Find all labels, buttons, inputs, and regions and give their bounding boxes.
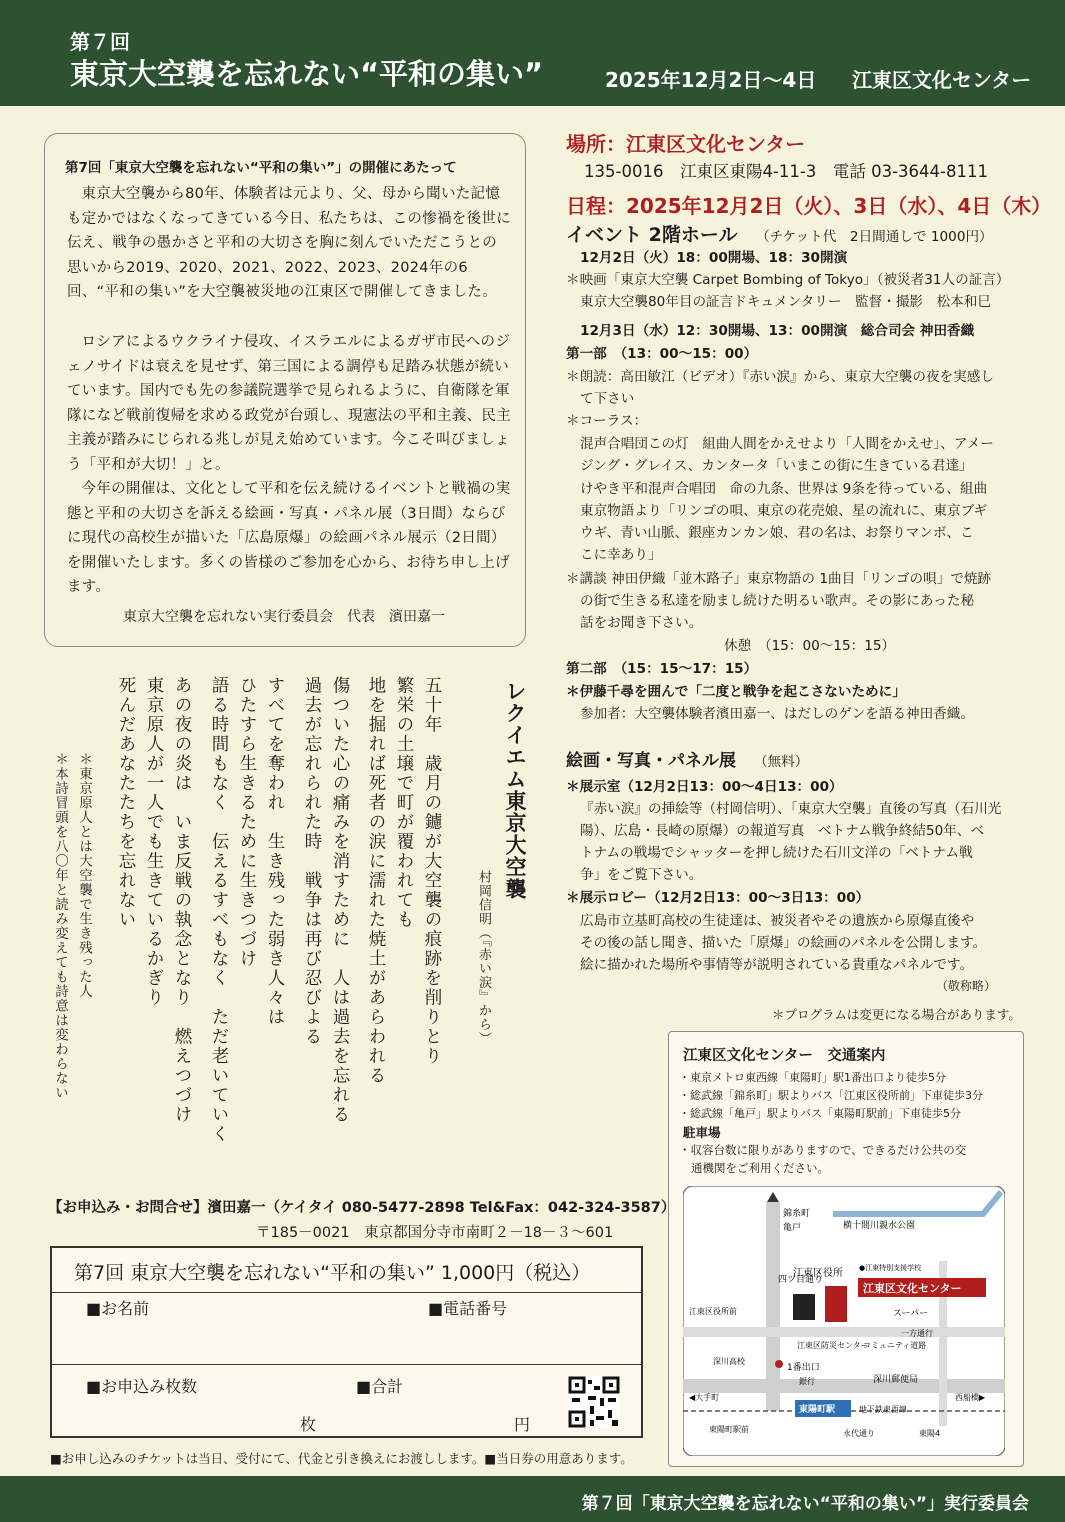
part2-line: ＊伊藤千尋を囲んで「二度と戦争を起こさないために」	[566, 684, 906, 700]
ticket-price: （チケット代 2日間通しで 1000円）	[756, 229, 993, 245]
application-form	[50, 1246, 643, 1438]
header-banner	[0, 0, 1065, 106]
map-label-kinshicho: 錦糸町	[783, 1209, 811, 1219]
chorus-line: 東京物語より「リンゴの唄、東京の花売娘、星の流れに、東京ブギ	[580, 503, 988, 519]
contact-info	[48, 1196, 675, 1242]
event-title: 東京大空襲を忘れない“平和の集い”	[70, 57, 544, 91]
map-label-post: 深川郵便局	[873, 1375, 919, 1385]
map-label-bank: 銀行	[799, 1377, 815, 1386]
schedule-label: 日程：2025年12月2日（火）、3日（水）、4日（木）	[566, 194, 1052, 218]
poem-line: 東京原人が一人でも生きているかぎり	[144, 676, 164, 1008]
access-box	[668, 1031, 1024, 1467]
access-line: ・東京メトロ東西線「東陽町」駅1番出口より徒歩5分	[679, 1071, 946, 1084]
map-label-otemachi: ◀大手町	[689, 1393, 720, 1402]
poem-note: ＊本詩冒頭を八〇年と読み変えても詩意は変わらない	[52, 752, 68, 1100]
phone-field[interactable]	[528, 1296, 634, 1356]
poem-line: 傷ついた心の痛みを消すために 人は過去を忘れる	[330, 676, 350, 1125]
event-venue: 江東区文化センター	[852, 68, 1032, 92]
intro-box	[44, 133, 526, 647]
map-label-ward-office-mae: 江東区役所前	[689, 1307, 737, 1316]
event-dates: 2025年12月2日～4日	[605, 68, 817, 92]
map-label-park: 横十間川親水公園	[843, 1221, 916, 1231]
parking-label: 駐車場	[683, 1125, 721, 1140]
name-label: ■お名前	[86, 1299, 150, 1318]
exhibit-line: 『赤い涙』の挿絵等（村岡信明）、「東京大空襲」直後の写真（石川光	[580, 801, 1002, 817]
form-title: 第7回 東京大空襲を忘れない“平和の集い” 1,000円（税込）	[74, 1262, 591, 1284]
reading-line: て下さい	[580, 391, 635, 407]
parking-line: 通機関をご利用ください。	[691, 1161, 829, 1175]
map-label-community: コミュニティ道路	[863, 1341, 927, 1350]
break-time: 休憩 （15：00～15：15）	[724, 638, 896, 654]
qr-code-icon	[568, 1376, 620, 1428]
exhibit-line: その後の話し聞き、描いた「原爆」の絵画のパネルを公開します。	[580, 935, 987, 951]
ticket-note: ■お申し込みのチケットは当日、受付にて、代金と引き換えにお渡しします。■当日券の用意あります。	[50, 1451, 633, 1466]
footer-banner	[0, 1476, 1065, 1522]
program-change-note: ＊プログラムは変更になる場合があります。	[772, 1007, 1021, 1022]
intro-paragraph-2: ロシアによるウクライナ侵攻、イスラエルによるガザ市民へのジェノサイドは衰えを見せず、第三国による調停も足踏み状態が続いています。国内でも先の参議院選挙で見られるように、自衛隊を軍隊になど戦前復帰を求める政党が台頭し、現憲法の平和主義、民主主義が踏みにじられる兆しが見え始めています。今こそ叫びましょう「平和が大切！」と。	[67, 334, 511, 473]
phone-label: ■電話番号	[428, 1299, 508, 1318]
poem-note: ＊東京原人とは大空襲で生き残った人	[76, 752, 92, 999]
map-label-oneway: 一方通行	[901, 1329, 933, 1338]
chorus-line: けやき平和混声合唱団 命の九条、世界は 9条を待っている、組曲	[580, 481, 988, 497]
intro-signature: 東京大空襲を忘れない実行委員会 代表 濱田嘉一	[123, 609, 445, 625]
exhibit-free: （無料）	[754, 754, 809, 770]
honorific-note: （敬称略）	[936, 979, 997, 993]
form-divider	[52, 1364, 641, 1365]
chorus-label: ＊コーラス：	[566, 413, 648, 429]
organizer-name: 第７回「東京大空襲を忘れない“平和の集い”」実行委員会	[581, 1494, 1029, 1514]
poem-line: すべてを奪われ 生き残った弱き人々は	[265, 676, 285, 1027]
access-title: 江東区文化センター 交通案内	[683, 1048, 886, 1064]
talk-line: 話をお聞き下さい。	[580, 615, 703, 631]
chorus-line: 混声合唱団この灯 組曲人間をかえせより「人間をかえせ」、アメー	[580, 436, 994, 452]
map-label-ward-office: 江東区役所	[793, 1268, 843, 1279]
edition-label: 第７回	[70, 30, 130, 54]
chorus-line: ウギ、青い山脈、銀座カンカン娘、君の名は、お祭りマンボ、こ	[580, 525, 974, 541]
exhibit-lobby: ＊展示ロビー（12月2日13：00～3日13：00）	[566, 890, 870, 906]
contact-line: 【お申込み・お問合せ】濱田嘉一（ケイタイ 080-5477-2898 Tel&Fax：042-324-3587）	[48, 1200, 676, 1216]
map-label-kameido: 亀戸	[783, 1223, 802, 1233]
event-hall-label: イベント 2階ホール	[566, 224, 738, 246]
exhibit-line: 争」をご覧下さい。	[580, 867, 703, 883]
intro-heading: 第7回「東京大空襲を忘れない“平和の集い”」の開催にあたって	[65, 160, 457, 176]
count-label: ■お申込み枚数	[86, 1377, 198, 1396]
name-field[interactable]	[182, 1296, 422, 1356]
map-label-fukagawa-hs: 深川高校	[713, 1357, 745, 1366]
map-label-center: 江東区文化センター	[863, 1282, 962, 1295]
exhibit-line: 陽）、広島・長崎の原爆）の報道写真 ベトナム戦争終結50年、ベ	[580, 823, 985, 839]
yen-unit: 円	[514, 1415, 531, 1434]
poem-author: 村岡信明（『赤い涙』から）	[476, 870, 491, 1046]
poem-line: ひたすら生きるために生きつづけ	[237, 676, 257, 969]
form-divider	[52, 1292, 641, 1293]
reading-line: ＊朗読：高田敏江（ビデオ）『赤い涙』から、東京大空襲の夜を実感し	[566, 369, 994, 385]
map-label-exit1: 1番出口	[787, 1363, 820, 1373]
poem-line: あの夜の炎は いま反戦の執念となり 燃えつづけ	[172, 676, 192, 1125]
contact-address: 〒185－0021 東京都国分寺市南町２－18－３～601	[256, 1225, 614, 1241]
talk-line: の街で生きる私達を励まし続けた明るい歌声。その影にあった秘	[580, 593, 975, 609]
map-label-bousai: 江東区防災センター	[797, 1341, 869, 1350]
intro-paragraph-3: 今年の開催は、文化として平和を伝え続けるイベントと戦禍の実態と平和の大切さを訴える絵画・写真・パネル展（3日間）ならびに現代の高校生が描いた「広島原爆」の絵画パネル展示（2日間）を開催いたします。多くの皆様のご参加を心から、お待ち申し上げます。	[67, 481, 511, 596]
map-label-yotsume: 四ツ目通り	[778, 1275, 824, 1285]
map-label-eitai: 永代通り	[843, 1429, 875, 1438]
parking-line: ・収容台数に限りがありますので、できるだけ公共の交	[679, 1143, 967, 1157]
exhibit-line: トナムの戦場でシャッターを押し続けた石川文洋の「ベトナム戦	[580, 845, 973, 861]
day2-time: 12月3日（水）12：30開場、13：00開演 総合司会 神田香織	[580, 323, 975, 339]
map-label-nishifunabashi: 西船橋▶	[955, 1393, 986, 1402]
poem-title: レクイエム東京大空襲	[503, 680, 527, 900]
access-line: ・総武線「錦糸町」駅よりバス「江東区役所前」下車徒歩3分	[679, 1089, 983, 1102]
access-map	[683, 1186, 1005, 1456]
poem-line: 繁栄の土壌で町が覆われても	[394, 676, 414, 930]
film-line: 東京大空襲80年目の証言ドキュメンタリー 監督・撮影 松本和巳	[580, 294, 991, 310]
part2-line: 参加者：大空襲体験者濱田嘉一、はだしのゲンを語る神田香織。	[580, 706, 974, 722]
map-label-super: スーパー	[893, 1309, 929, 1319]
exhibit-line: 絵に描かれた場所や事情等が説明されている貴重なパネルです。	[580, 957, 974, 973]
map-label-toyo4: 東陽4	[919, 1429, 941, 1438]
poem-line: 死んだあなたたちを忘れない	[116, 676, 136, 930]
poem-line: 語る時間もなく 伝えるすべもなく ただ老いていく	[209, 676, 229, 1144]
poem-line: 過去が忘れられた時 戦争は再び忍びよる	[302, 676, 322, 1047]
chorus-line: こに幸あり」	[580, 547, 662, 563]
poem-line: 五十年 歳月の鑢が大空襲の痕跡を削りとり	[422, 676, 442, 1066]
map-label-tozai: 地下鉄東西線	[859, 1405, 907, 1414]
film-line: ＊映画「東京大空襲 Carpet Bombing of Tokyo」（被災者31人の証言）	[566, 272, 1010, 288]
total-label: ■合計	[356, 1377, 404, 1396]
venue-address: 135-0016 江東区東陽4-11-3 電話 03-3644-8111	[584, 162, 988, 181]
talk-line: ＊講談 神田伊織「並木路子」東京物語の 1曲目「リンゴの唄」で焼跡	[566, 571, 992, 587]
exhibit-line: 広島市立基町高校の生徒達は、被災者やその遺族から原爆直後や	[580, 913, 975, 929]
sheets-unit: 枚	[300, 1415, 317, 1434]
day1-time: 12月2日（火）18：00開場、18：30開演	[580, 250, 848, 266]
access-line: ・総武線「亀戸」駅よりバス「東陽町駅前」下車徒歩5分	[679, 1107, 961, 1120]
exhibit-label: 絵画・写真・パネル展	[566, 751, 736, 771]
poem-line: 地を掘れば死者の涙に濡れた焼土があらわれる	[366, 676, 386, 1086]
intro-paragraph-1: 東京大空襲から80年、体験者は元より、父、母から聞いた記憶も定かではなくなってきている今日、私たちは、この惨禍を後世に伝え、戦争の愚かさと平和の大切さを胸に刻んでいただこうとの思いから2019、2020、2021、2022、2023、2024年の6回、“平和の集い”を大空襲被災地の江東区で開催してきました。	[67, 186, 511, 301]
exhibit-room: ＊展示室（12月2日13：00～4日13：00）	[566, 779, 843, 795]
part1-label: 第一部 （13：00～15：00）	[566, 346, 758, 362]
chorus-line: ジング・グレイス、カンタータ「いまこの街に生きている君達」	[580, 458, 973, 474]
map-label-school: ●江東特別支援学校	[859, 1264, 922, 1272]
part2-label: 第二部 （15：15～17：15）	[566, 661, 758, 677]
place-label: 場所：江東区文化センター	[566, 132, 806, 156]
map-label-toyocho-ekimae: 東陽町駅前	[709, 1425, 749, 1434]
map-label-toyocho: 東陽町駅	[799, 1405, 836, 1415]
